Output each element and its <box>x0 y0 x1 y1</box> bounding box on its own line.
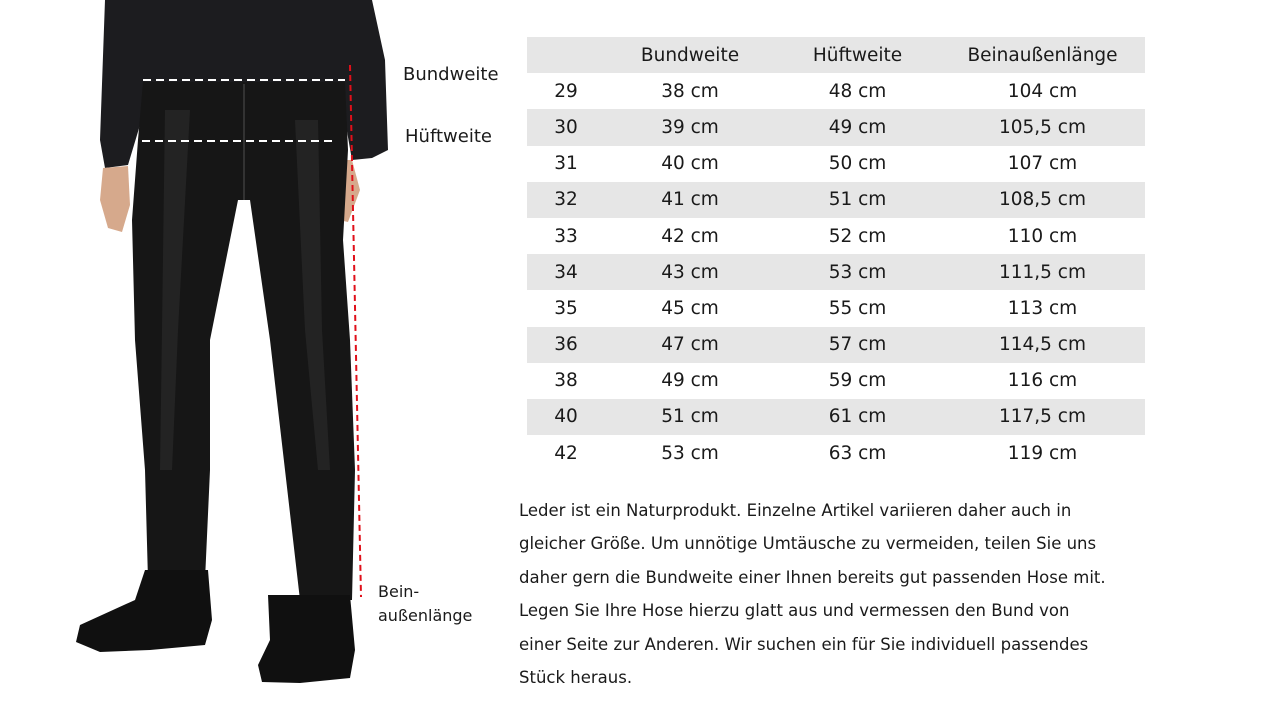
waist-cell: 42 cm <box>661 225 719 247</box>
size-cell: 40 <box>554 406 578 428</box>
leg-length-cell: 117,5 cm <box>998 406 1087 428</box>
leg-length-label <box>378 580 472 628</box>
table-row <box>527 109 1145 145</box>
note-line: Stück heraus. <box>519 668 633 688</box>
leg-length-cell: 105,5 cm <box>998 116 1087 138</box>
table-row <box>527 435 1145 471</box>
table-row <box>527 218 1145 254</box>
table-row <box>527 290 1145 326</box>
left-hand <box>100 166 130 232</box>
table-row <box>527 327 1145 363</box>
size-cell: 42 <box>554 442 578 464</box>
right-boot <box>258 595 355 683</box>
leg-length-label-line1: Bein- <box>378 582 420 601</box>
hip-cell: 59 cm <box>828 370 887 392</box>
waist-cell: 53 cm <box>661 442 719 464</box>
leg-length-label-line2: außenlänge <box>378 606 473 625</box>
size-cell: 32 <box>554 189 578 211</box>
waist-cell: 38 cm <box>661 80 719 102</box>
hip-cell: 53 cm <box>828 261 887 283</box>
note-line: Legen Sie Ihre Hose hierzu glatt aus und vermessen den Bund von <box>519 601 1070 621</box>
waist-cell: 43 cm <box>661 261 719 283</box>
header-leg-length: Beinaußenlänge <box>967 44 1118 66</box>
waist-cell: 47 cm <box>661 334 719 356</box>
product-figure <box>0 0 520 720</box>
left-boot <box>76 570 212 652</box>
hip-cell: 49 cm <box>828 116 887 138</box>
leg-length-cell: 104 cm <box>1007 80 1078 102</box>
leg-length-cell: 114,5 cm <box>998 334 1087 356</box>
note-line: daher gern die Bundweite einer Ihnen bereits gut passenden Hose mit. <box>519 567 1106 587</box>
size-cell: 34 <box>554 261 578 283</box>
leg-length-cell: 113 cm <box>1007 297 1078 319</box>
hip-cell: 51 cm <box>828 189 887 211</box>
note-line: Leder ist ein Naturprodukt. Einzelne Artikel variieren daher auch in <box>519 501 1072 520</box>
waist-cell: 49 cm <box>661 370 719 392</box>
leather-note <box>519 494 1149 694</box>
table-row <box>527 363 1145 399</box>
leg-length-cell: 110 cm <box>1007 225 1078 247</box>
table-row <box>527 146 1145 182</box>
hip-cell: 57 cm <box>828 334 887 356</box>
table-row <box>527 254 1145 290</box>
note-line: einer Seite zur Anderen. Wir suchen ein für Sie individuell passendes <box>519 634 1089 654</box>
size-cell: 31 <box>554 153 578 175</box>
hip-label: Hüftweite <box>405 126 492 147</box>
size-cell: 29 <box>554 80 578 102</box>
waist-cell: 41 cm <box>661 189 719 211</box>
waist-cell: 39 cm <box>661 116 719 138</box>
size-cell: 36 <box>554 334 578 356</box>
table-row <box>527 182 1145 218</box>
waist-cell: 45 cm <box>661 297 719 319</box>
leg-length-cell: 111,5 cm <box>998 261 1087 283</box>
leg-length-cell: 108,5 cm <box>998 189 1087 211</box>
leg-length-cell: 119 cm <box>1007 442 1078 464</box>
table-row <box>527 73 1145 109</box>
header-hip: Hüftweite <box>812 44 903 66</box>
header-waist: Bundweite <box>640 44 740 66</box>
size-cell: 33 <box>554 225 578 247</box>
size-cell: 30 <box>554 116 578 138</box>
header-size <box>527 37 605 73</box>
size-cell: 35 <box>554 297 578 319</box>
size-table-header-row <box>527 37 1145 73</box>
hip-cell: 61 cm <box>828 406 887 428</box>
leg-length-cell: 116 cm <box>1007 370 1078 392</box>
note-line: gleicher Größe. Um unnötige Umtäusche zu vermeiden, teilen Sie uns <box>519 534 1097 554</box>
waist-cell: 40 cm <box>661 153 719 175</box>
hip-cell: 48 cm <box>828 80 887 102</box>
waist-label: Bundweite <box>403 64 499 85</box>
size-cell: 38 <box>554 370 578 392</box>
table-row <box>527 399 1145 435</box>
hip-cell: 50 cm <box>828 153 887 175</box>
hip-cell: 55 cm <box>828 297 887 319</box>
waist-cell: 51 cm <box>661 406 719 428</box>
leg-length-cell: 107 cm <box>1007 153 1078 175</box>
hip-cell: 52 cm <box>828 225 887 247</box>
hip-cell: 63 cm <box>828 442 887 464</box>
size-table <box>527 37 1145 471</box>
